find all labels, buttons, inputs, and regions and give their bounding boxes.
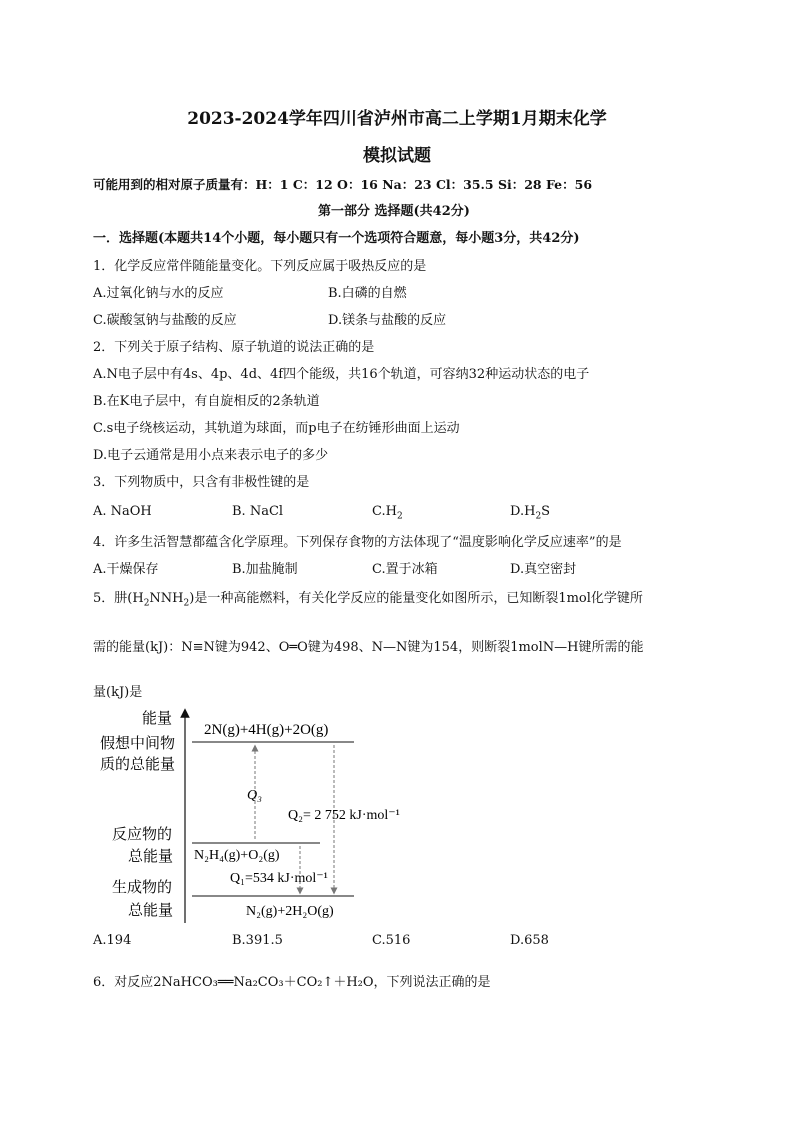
question-5-option-d: D.658 bbox=[510, 933, 549, 948]
product-level-label-2: 总能量 bbox=[128, 903, 174, 919]
top-level-label-1: 假想中间物 bbox=[100, 736, 176, 752]
top-level-species: 2N(g)+4H(g)+2O(g) bbox=[204, 722, 329, 738]
question-1-option-b: B.白磷的自燃 bbox=[328, 286, 407, 301]
question-3-option-c: $C.H_2$ bbox=[372, 504, 403, 522]
question-4-option-c: C.置于冰箱 bbox=[372, 562, 438, 577]
y-axis-label: 能量 bbox=[142, 711, 173, 727]
question-1-stem: 1．化学反应常伴随能量变化。下列反应属于吸热反应的是 bbox=[93, 259, 427, 274]
question-5-option-b: B.391.5 bbox=[232, 933, 283, 948]
question-1-option-c: C.碳酸氢钠与盐酸的反应 bbox=[93, 313, 237, 328]
part1-heading: 第一部分 选择题(共42分) bbox=[318, 204, 470, 219]
question-4-option-b: B.加盐腌制 bbox=[232, 562, 298, 577]
question-2-option-c: C.s电子绕核运动，其轨道为球面，而p电子在纺锤形曲面上运动 bbox=[93, 421, 460, 436]
q2-label: Q₂= 2 752 kJ·mol⁻¹ bbox=[288, 808, 400, 823]
question-6-stem: 6．对反应2NaHCO₃══Na₂CO₃＋CO₂↑＋H₂O，下列说法正确的是 bbox=[93, 975, 491, 990]
exam-title: 2023-2024学年四川省泸州市高二上学期1月期末化学 bbox=[187, 109, 607, 129]
product-level-species: N₂(g)+2H₂O(g) bbox=[246, 904, 334, 919]
top-level-label-2: 质的总能量 bbox=[100, 757, 176, 773]
question-5-bond-energies: 需的能量(kJ)：N≡N键为942、O═O键为498、N—N键为154，则断裂1molN—H键所需的能 bbox=[93, 640, 644, 655]
question-3-option-a: A. NaOH bbox=[93, 504, 152, 519]
question-2-option-a: A.N电子层中有4s、4p、4d、4f四个能级，共16个轨道，可容纳32种运动状态的电子 bbox=[93, 367, 590, 382]
exam-subtitle: 模拟试题 bbox=[363, 146, 431, 166]
product-level-label-1: 生成物的 bbox=[112, 880, 173, 896]
section1-heading: 一．选择题(本题共14个小题，每小题只有一个选项符合题意，每小题3分，共42分) bbox=[93, 231, 580, 246]
question-3-stem: 3．下列物质中，只含有非极性键的是 bbox=[93, 475, 310, 490]
question-2-option-d: D.电子云通常是用小点来表示电子的多少 bbox=[93, 448, 329, 463]
q3-label: Q₃ bbox=[247, 788, 262, 803]
q1-label: Q₁=534 kJ·mol⁻¹ bbox=[230, 871, 328, 886]
energy-level-diagram bbox=[100, 705, 440, 925]
question-4-option-d: D.真空密封 bbox=[510, 562, 577, 577]
question-3-option-b: B. NaCl bbox=[232, 504, 284, 519]
question-5-stem: 5．肼$(H_2NNH_2)$是一种高能燃料，有关化学反应的能量变化如图所示，已知断裂1mol化学键所 bbox=[93, 591, 643, 609]
reactant-level-label-2: 总能量 bbox=[128, 849, 174, 865]
question-2-stem: 2．下列关于原子结构、原子轨道的说法正确的是 bbox=[93, 340, 375, 355]
question-4-stem: 4．许多生活智慧都蕴含化学原理。下列保存食物的方法体现了“温度影响化学反应速率”的是 bbox=[93, 535, 622, 550]
question-2-option-b: B.在K电子层中，有自旋相反的2条轨道 bbox=[93, 394, 320, 409]
atomic-masses-note: 可能用到的相对原子质量有：H：1 C：12 O：16 Na：23 Cl：35.5 Si：28 Fe：56 bbox=[93, 177, 593, 192]
question-5-option-a: A.194 bbox=[93, 933, 132, 948]
question-1-option-a: A.过氧化钠与水的反应 bbox=[93, 286, 224, 301]
question-1-option-d: D.镁条与盐酸的反应 bbox=[328, 313, 447, 328]
reactant-level-label-1: 反应物的 bbox=[112, 827, 173, 843]
reactant-level-species: N₂H₄(g)+O₂(g) bbox=[194, 848, 280, 863]
question-5-option-c: C.516 bbox=[372, 933, 411, 948]
question-5-question-line: 量(kJ)是 bbox=[93, 685, 143, 700]
question-4-option-a: A.干燥保存 bbox=[93, 562, 159, 577]
question-3-option-d: $D.H_2S$ bbox=[510, 504, 551, 522]
